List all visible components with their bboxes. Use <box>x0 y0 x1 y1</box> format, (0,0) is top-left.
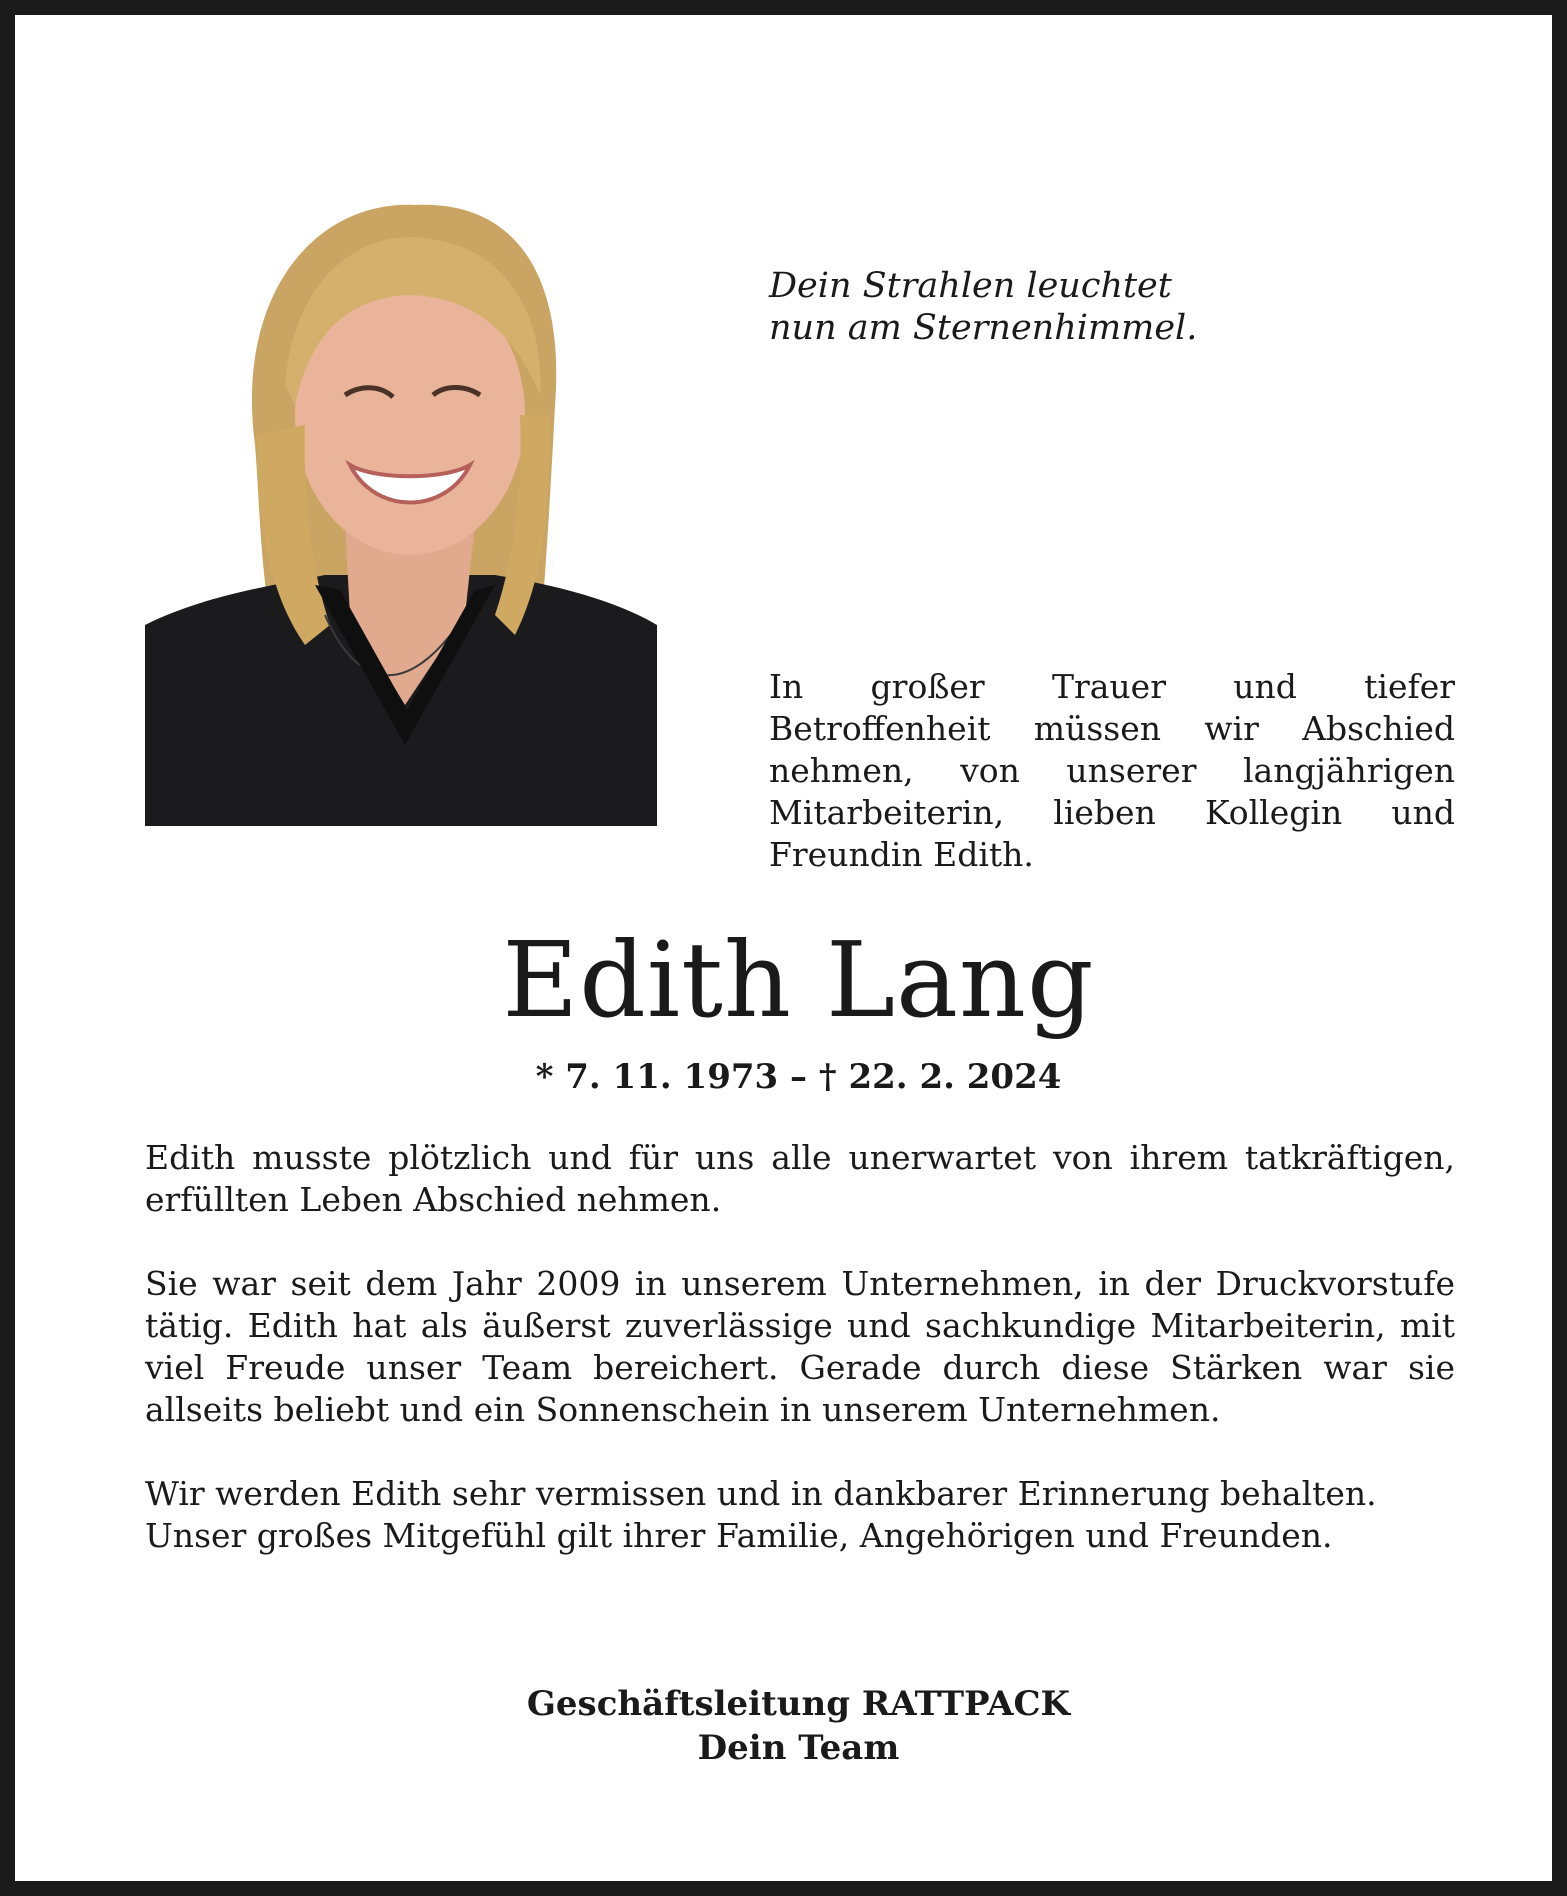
portrait-photo <box>145 145 657 826</box>
intro-text: In großer Trauer und tiefer Betroffenheit müssen wir Abschied nehmen, von unserer langjährigen Mitarbeiterin, lieben Kollegin und Freundin Edith. <box>769 667 1455 874</box>
deceased-name: Edith Lang <box>502 919 1095 1041</box>
paragraph-1: Edith musste plötzlich und für uns alle unerwartet von ihrem tatkräftigen, erfüllten Leben Abschied nehmen. <box>145 1138 1455 1219</box>
quote-line-2: nun am Sternenhimmel. <box>769 308 1198 348</box>
signature-line-2: Dein Team <box>697 1728 900 1768</box>
signature-line-1: Geschäftsleitung RATTPACK <box>526 1684 1071 1724</box>
memorial-quote <box>769 265 1197 349</box>
paragraph-3: Wir werden Edith sehr vermissen und in dankbarer Erinnerung behalten. Unser großes Mitgefühl gilt ihrer Familie, Angehörigen und Freunden. <box>145 1474 1377 1555</box>
life-dates: * 7. 11. 1973 – † 22. 2. 2024 <box>535 1057 1062 1097</box>
paragraph-2: Sie war seit dem Jahr 2009 in unserem Unternehmen, in der Druckvorstufe tätig. Edith hat als äußerst zuverlässige und sachkundige Mitarbeiterin, mit viel Freude unser Team bereichert. Gerade durch diese Stärken war sie allseits beliebt und ein Sonnenschein in unserem Unternehmen. <box>145 1264 1455 1429</box>
quote-line-1: Dein Strahlen leuchtet <box>769 266 1172 306</box>
portrait-illustration <box>145 145 657 826</box>
